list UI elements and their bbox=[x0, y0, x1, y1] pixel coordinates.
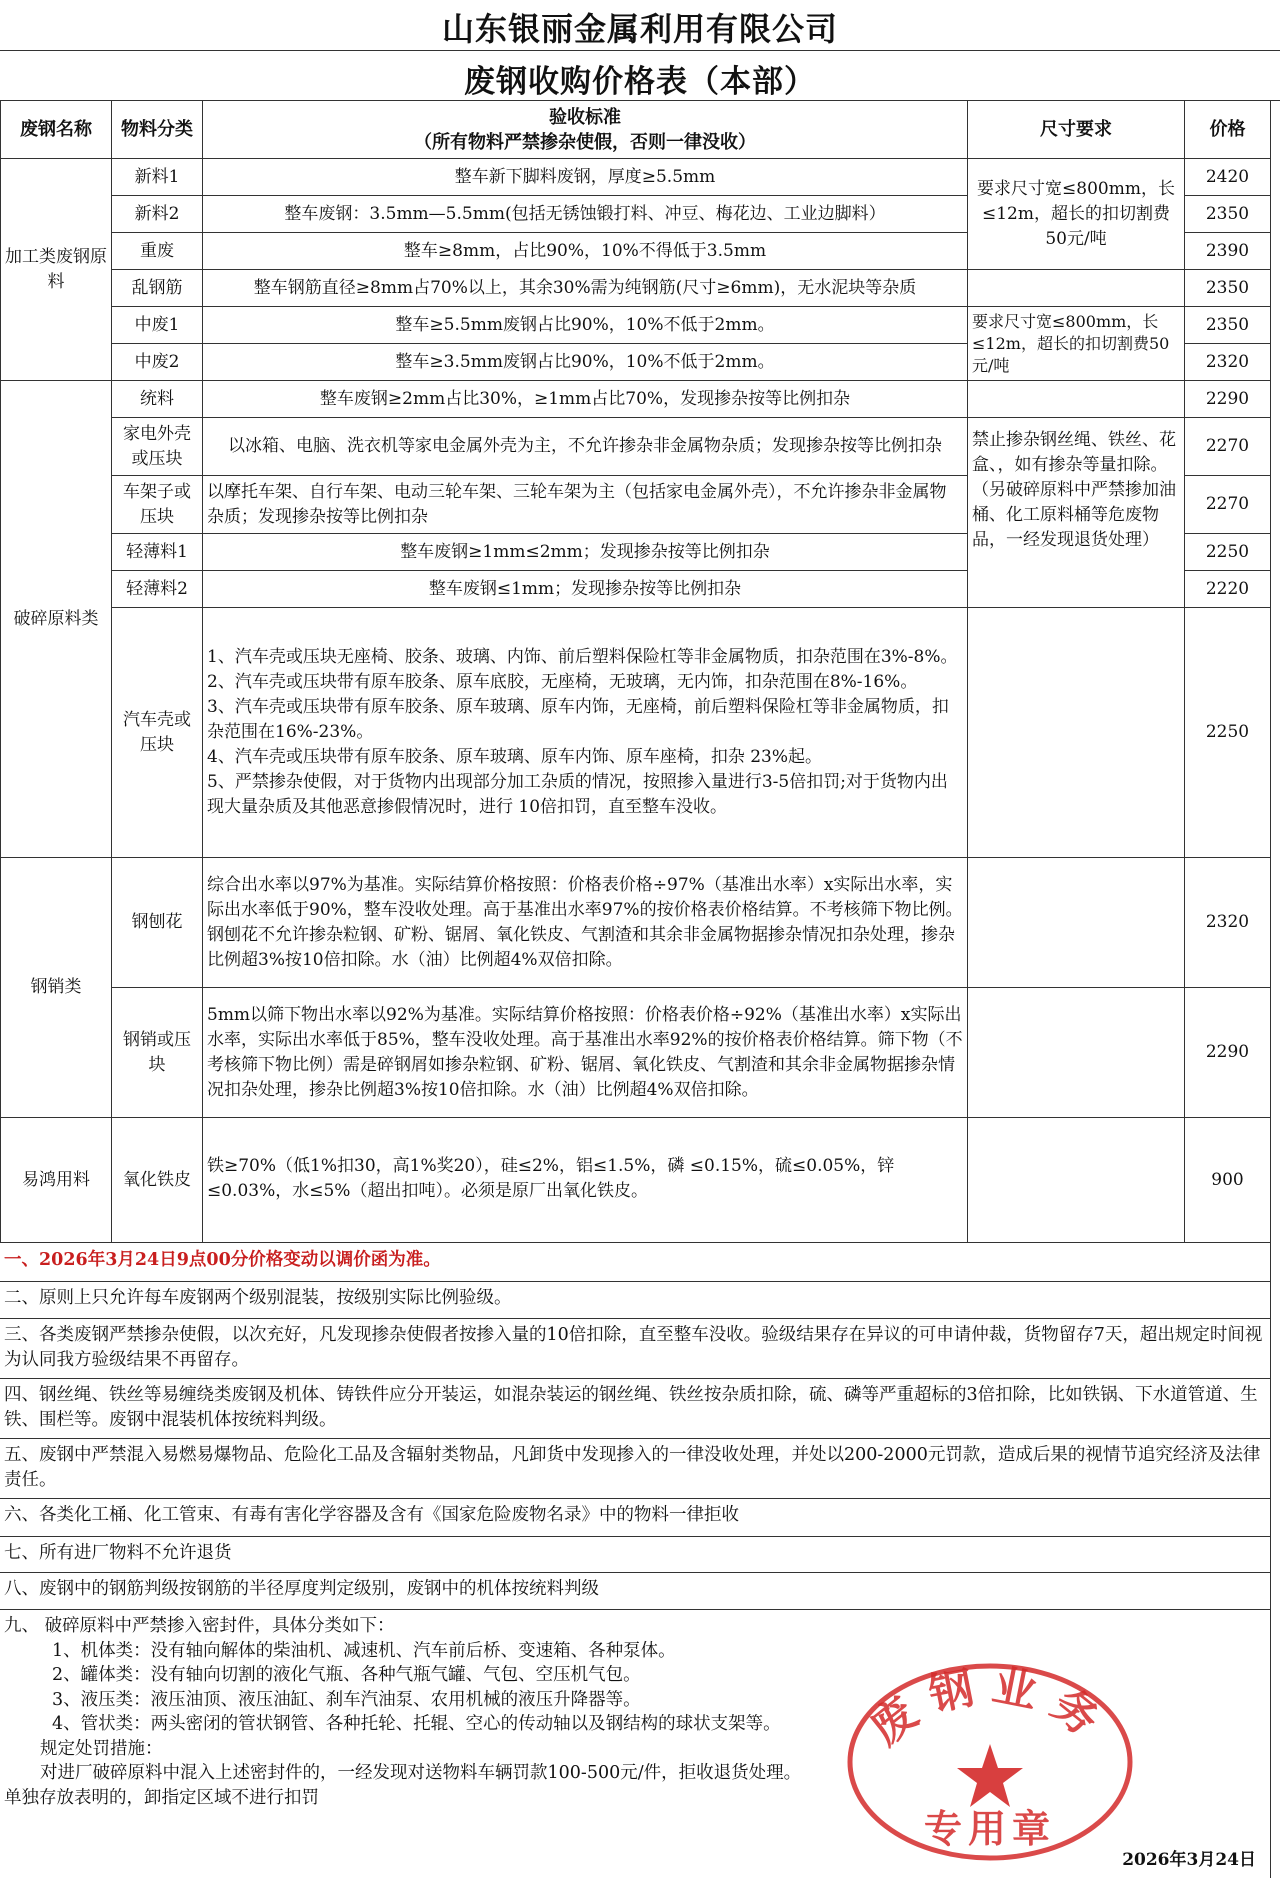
table-row bbox=[1, 307, 1271, 344]
size-empty bbox=[968, 270, 1185, 307]
size-empty bbox=[968, 381, 1185, 418]
table-row bbox=[1, 418, 1271, 476]
row-price: 900 bbox=[1185, 1118, 1271, 1243]
row-category: 钢刨花 bbox=[112, 858, 203, 988]
row-price: 2290 bbox=[1185, 988, 1271, 1118]
row-category: 统料 bbox=[112, 381, 203, 418]
row-price: 2350 bbox=[1185, 307, 1271, 344]
size-empty bbox=[968, 988, 1185, 1118]
row-standard: 整车废钢≤1mm；发现掺杂按等比例扣杂 bbox=[203, 571, 968, 608]
row-standard: 整车≥5.5mm废钢占比90%，10%不低于2mm。 bbox=[203, 307, 968, 344]
row-price: 2270 bbox=[1185, 418, 1271, 476]
rule-9-title: 九、 破碎原料中严禁掺入密封件，具体分类如下： bbox=[4, 1616, 395, 1636]
row-category: 钢销或压块 bbox=[112, 988, 203, 1118]
standard-header-line2: （所有物料严禁掺杂使假，否则一律没收） bbox=[414, 131, 756, 153]
price-table bbox=[0, 100, 1271, 1243]
row-standard: 以摩托车架、自行车架、电动三轮车架、三轮车架为主（包括家电金属外壳），不允许掺杂非金属物杂质；发现掺杂按等比例扣杂 bbox=[203, 476, 968, 534]
penalty-line: 对进厂破碎原料中混入上述密封件的，一经发现对送物料车辆罚款100-500元/件，拒收退货处理。 bbox=[40, 1763, 802, 1783]
row-standard: 5mm以筛下物出水率以92%为基准。实际结算价格按照：价格表价格÷92%（基准出水率）x实际出水率，实际出水率低于85%，整车没收处理。高于基准出水率92%的按价格表价格结算。筛下物（不考核筛下物比例）需是碎钢屑如掺杂粒钢、矿粉、锯屑、氧化铁皮、气割渣和其余非金属物据掺杂情况扣杂处理，掺杂比例超3%按10倍扣除。水（油）比例超4%双倍扣除。 bbox=[203, 988, 968, 1118]
table-row bbox=[1, 159, 1271, 196]
row-category: 家电外壳或压块 bbox=[112, 418, 203, 476]
note-4: 四、钢丝绳、铁丝等易缠绕类废钢及机体、铸铁件应分开装运，如混杂装运的钢丝绳、铁丝按杂质扣除，硫、磷等严重超标的3倍扣除，比如铁锅、下水道管道、生铁、围栏等。废钢中混装机体按统料判级。 bbox=[0, 1379, 1270, 1439]
right-border bbox=[1270, 100, 1271, 1878]
size-spec-1: 要求尺寸宽≤800mm，长≤12m，超长的扣切割费50元/吨 bbox=[968, 159, 1185, 270]
penalty-line: 单独存放表明的，卸指定区域不进行扣罚 bbox=[4, 1787, 319, 1808]
seal-star-icon bbox=[957, 1744, 1023, 1807]
row-category: 中废2 bbox=[112, 344, 203, 381]
row-standard-list bbox=[203, 608, 968, 858]
sheet-title: 废钢收购价格表（本部） bbox=[464, 64, 816, 100]
row-standard: 整车新下脚料废钢，厚度≥5.5mm bbox=[203, 159, 968, 196]
sheet-header bbox=[0, 0, 1280, 101]
seal-bottom-text: 专用章 bbox=[923, 1806, 1057, 1851]
col-header-standard bbox=[203, 101, 968, 159]
row-price: 2420 bbox=[1185, 159, 1271, 196]
row-category: 中废1 bbox=[112, 307, 203, 344]
rule-9-item: 2、罐体类：没有轴向切割的液化气瓶、各种气瓶气罐、气包、空压机气包。 bbox=[52, 1665, 641, 1685]
group-shavings: 钢销类 bbox=[1, 858, 112, 1118]
table-header-row bbox=[1, 101, 1271, 159]
row-price: 2350 bbox=[1185, 196, 1271, 233]
row-price: 2250 bbox=[1185, 534, 1271, 571]
standard-line: 3、汽车壳或压块带有原车胶条、原车玻璃、原车内饰，无座椅，前后塑料保险杠等非金属物质，扣杂范围在16%-23%。 bbox=[207, 697, 949, 742]
row-price: 2320 bbox=[1185, 344, 1271, 381]
col-header-size: 尺寸要求 bbox=[968, 101, 1185, 159]
rule-9-item: 4、管状类：两头密闭的管状钢管、各种托轮、托辊、空心的传动轴以及钢结构的球状支架等。 bbox=[52, 1714, 781, 1734]
rule-9-item: 1、机体类：没有轴向解体的柴油机、减速机、汽车前后桥、变速箱、各种泵体。 bbox=[52, 1640, 676, 1661]
row-standard: 铁≥70%（低1%扣30，高1%奖20），硅≤2%，铝≤1.5%，磷 ≤0.15%，硫≤0.05%，锌≤0.03%，水≤5%（超出扣吨）。必须是原厂出氧化铁皮。 bbox=[203, 1118, 968, 1243]
row-category: 新料1 bbox=[112, 159, 203, 196]
row-price: 2220 bbox=[1185, 571, 1271, 608]
note-1: 一、2026年3月24日9点00分价格变动以调价函为准。 bbox=[0, 1244, 1270, 1282]
row-standard: 整车钢筋直径≥8mm占70%以上，其余30%需为纯钢筋(尺寸≥6mm)，无水泥块等杂质 bbox=[203, 270, 968, 307]
row-category: 重废 bbox=[112, 233, 203, 270]
table-row bbox=[1, 858, 1271, 988]
table-row bbox=[1, 381, 1271, 418]
col-header-price: 价格 bbox=[1185, 101, 1271, 159]
note-6: 六、各类化工桶、化工管束、有毒有害化学容器及含有《国家危险废物名录》中的物料一律拒收 bbox=[0, 1499, 1270, 1537]
note-3: 三、各类废钢严禁掺杂使假，以次充好，凡发现掺杂使假者按掺入量的10倍扣除，直至整车没收。验级结果存在异议的可申请仲裁，货物留存7天，超出规定时间视为认同我方验级结果不再留存。 bbox=[0, 1319, 1270, 1379]
table-row bbox=[1, 1118, 1271, 1243]
row-category: 轻薄料2 bbox=[112, 571, 203, 608]
row-price: 2320 bbox=[1185, 858, 1271, 988]
rule-9-item: 3、液压类：液压油顶、液压油缸、刹车汽油泵、农用机械的液压升降器等。 bbox=[52, 1689, 641, 1710]
row-price: 2350 bbox=[1185, 270, 1271, 307]
row-standard: 综合出水率以97%为基准。实际结算价格按照：价格表价格÷97%（基准出水率）x实际出水率，实际出水率低于90%，整车没收处理。高于基准出水率97%的按价格表价格结算。不考核筛下物比例。钢刨花不允许掺杂粒钢、矿粉、锯屑、氧化铁皮、气割渣和其余非金属物据掺杂情况扣杂处理，掺杂比例超3%按10倍扣除。水（油）比例超4%双倍扣除。 bbox=[203, 858, 968, 988]
size-empty bbox=[968, 858, 1185, 988]
standard-line: 2、汽车壳或压块带有原车胶条、原车底胶，无座椅，无玻璃，无内饰，扣杂范围在8%-16%。 bbox=[207, 672, 918, 692]
row-category: 汽车壳或压块 bbox=[112, 608, 203, 858]
standard-line: 4、汽车壳或压块带有原车胶条、原车玻璃、原车内饰、原车座椅，扣杂 23%起。 bbox=[207, 747, 823, 767]
group-flux: 易鸿用料 bbox=[1, 1118, 112, 1243]
row-standard: 整车废钢≥1mm≤2mm；发现掺杂按等比例扣杂 bbox=[203, 534, 968, 571]
size-empty bbox=[968, 608, 1185, 858]
row-category: 乱钢筋 bbox=[112, 270, 203, 307]
company-name: 山东银丽金属利用有限公司 bbox=[441, 10, 838, 48]
group-processing: 加工类废钢原料 bbox=[1, 159, 112, 381]
col-header-category: 物料分类 bbox=[112, 101, 203, 159]
standard-line: 5、严禁掺杂使假，对于货物内出现部分加工杂质的情况，按照掺入量进行3-5倍扣罚;对于货物内出现大量杂质及其他恶意掺假情况时，进行 10倍扣罚，直至整车没收。 bbox=[207, 772, 948, 817]
row-price: 2390 bbox=[1185, 233, 1271, 270]
row-price: 2290 bbox=[1185, 381, 1271, 418]
note-5: 五、废钢中严禁混入易燃易爆物品、危险化工品及含辐射类物品，凡卸货中发现掺入的一律没收处理，并处以200-2000元罚款，造成后果的视情节追究经济及法律责任。 bbox=[0, 1439, 1270, 1499]
table-row bbox=[1, 608, 1271, 858]
row-category: 车架子或压块 bbox=[112, 476, 203, 534]
note-7: 七、所有进厂物料不允许退货 bbox=[0, 1537, 1270, 1573]
penalty-title: 规定处罚措施： bbox=[40, 1738, 163, 1759]
official-seal bbox=[842, 1652, 1138, 1862]
size-empty bbox=[968, 1118, 1185, 1243]
row-standard: 整车≥3.5mm废钢占比90%，10%不低于2mm。 bbox=[203, 344, 968, 381]
size-spec-3: 禁止掺杂钢丝绳、铁丝、花盒、，如有掺杂等量扣除。（另破碎原料中严禁掺加油桶、化工原料桶等危废物品，一经发现退货处理） bbox=[968, 418, 1185, 608]
row-category: 轻薄料1 bbox=[112, 534, 203, 571]
row-category: 新料2 bbox=[112, 196, 203, 233]
row-standard: 整车废钢≥2mm占比30%，≥1mm占比70%，发现掺杂按等比例扣杂 bbox=[203, 381, 968, 418]
row-price: 2270 bbox=[1185, 476, 1271, 534]
group-crushing: 破碎原料类 bbox=[1, 381, 112, 858]
row-standard: 整车≥8mm，占比90%，10%不得低于3.5mm bbox=[203, 233, 968, 270]
seal-top-text: 废钢业务 bbox=[860, 1659, 1120, 1756]
table-row bbox=[1, 988, 1271, 1118]
issue-date: 2026年3月24日 bbox=[1122, 1850, 1256, 1870]
size-spec-2: 要求尺寸宽≤800mm，长≤12m，超长的扣切割费50元/吨 bbox=[968, 307, 1185, 381]
row-standard: 整车废钢：3.5mm—5.5mm(包括无锈蚀锻打料、冲豆、梅花边、工业边脚料） bbox=[203, 196, 968, 233]
standard-line: 1、汽车壳或压块无座椅、胶条、玻璃、内饰、前后塑料保险杠等非金属物质，扣杂范围在3%-8%。 bbox=[207, 647, 958, 667]
col-header-name: 废钢名称 bbox=[1, 101, 112, 159]
note-8: 八、废钢中的钢筋判级按钢筋的半径厚度判定级别，废钢中的机体按统料判级 bbox=[0, 1573, 1270, 1610]
note-2: 二、原则上只允许每车废钢两个级别混装，按级别实际比例验级。 bbox=[0, 1282, 1270, 1319]
row-price: 2250 bbox=[1185, 608, 1271, 858]
header-divider bbox=[0, 50, 1280, 51]
row-category: 氧化铁皮 bbox=[112, 1118, 203, 1243]
standard-header-line1: 验收标准 bbox=[549, 106, 621, 128]
table-row bbox=[1, 270, 1271, 307]
row-standard: 以冰箱、电脑、洗衣机等家电金属外壳为主，不允许掺杂非金属物杂质；发现掺杂按等比例扣杂 bbox=[203, 418, 968, 476]
